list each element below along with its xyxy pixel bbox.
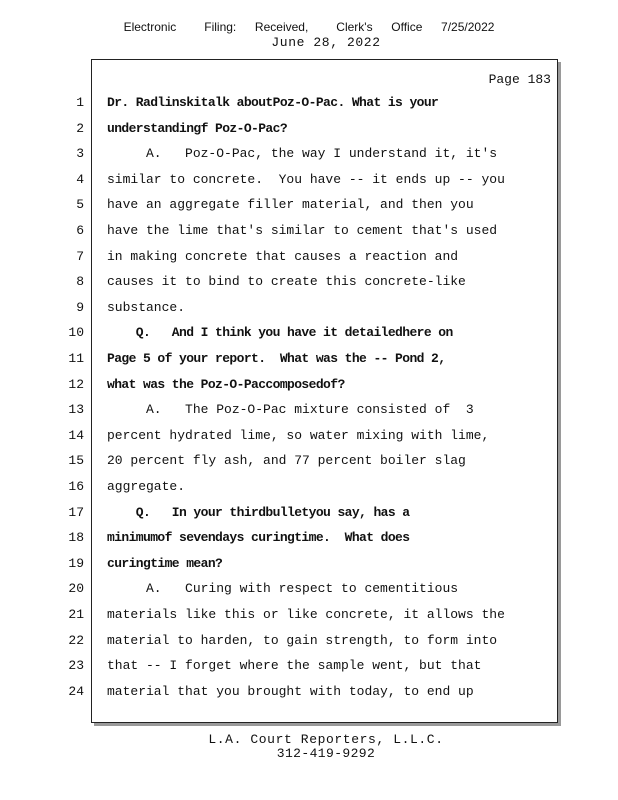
question-line-text: Q. In your thirdbulletyou say, has a xyxy=(107,505,410,520)
filing-stamp: Electronic Filing: Received, Clerk's Office 7/25/2022 xyxy=(123,20,495,34)
line-number: 20 xyxy=(68,581,84,596)
line-number: 7 xyxy=(76,249,84,264)
answer-line-text: have the lime that's similar to cement that's used xyxy=(107,223,498,238)
line-number: 1 xyxy=(76,95,84,110)
question-line-text: Q. And I think you have it detailedhere on xyxy=(107,325,453,340)
answer-line-text: materials like this or like concrete, it allows the xyxy=(107,607,505,622)
line-number: 3 xyxy=(76,146,84,161)
line-number: 21 xyxy=(68,607,84,622)
line-number: 22 xyxy=(68,633,84,648)
page-number: Page 183 xyxy=(488,72,551,87)
line-number: 23 xyxy=(68,658,84,673)
answer-line-text: material that you brought with today, to end up xyxy=(107,684,474,699)
answer-line-text: A. The Poz-O-Pac mixture consisted of 3 xyxy=(107,402,474,417)
line-number: 24 xyxy=(68,684,84,699)
line-number: 2 xyxy=(76,121,84,136)
line-number: 9 xyxy=(76,300,84,315)
answer-line-text: A. Poz-O-Pac, the way I understand it, it's xyxy=(107,146,498,161)
answer-line-text: material to harden, to gain strength, to form into xyxy=(107,633,498,648)
line-number: 14 xyxy=(68,428,84,443)
line-number: 16 xyxy=(68,479,84,494)
answer-line-text: similar to concrete. You have -- it ends up -- you xyxy=(107,172,505,187)
answer-line-text: percent hydrated lime, so water mixing with lime, xyxy=(107,428,490,443)
question-line-text: Page 5 of your report. What was the -- Pond 2, xyxy=(107,351,446,366)
line-number: 5 xyxy=(76,197,84,212)
line-number: 12 xyxy=(68,377,84,392)
question-line-text: curingtime mean? xyxy=(107,556,223,571)
line-number: 10 xyxy=(68,325,84,340)
court-reporter-name: L.A. Court Reporters, L.L.C. xyxy=(208,732,444,747)
line-number: 13 xyxy=(68,402,84,417)
line-number: 17 xyxy=(68,505,84,520)
line-number: 11 xyxy=(68,351,84,366)
answer-line-text: 20 percent fly ash, and 77 percent boiler slag xyxy=(107,453,466,468)
answer-line-text: causes it to bind to create this concrete-like xyxy=(107,274,466,289)
line-number: 18 xyxy=(68,530,84,545)
question-line-text: understandingf Poz-O-Pac? xyxy=(107,121,288,136)
question-line-text: what was the Poz-O-Paccomposedof? xyxy=(107,377,345,392)
line-number: 8 xyxy=(76,274,84,289)
line-number: 6 xyxy=(76,223,84,238)
question-line-text: minimumof sevendays curingtime. What does xyxy=(107,530,410,545)
answer-line-text: A. Curing with respect to cementitious xyxy=(107,581,459,596)
deposition-date: June 28, 2022 xyxy=(271,35,381,50)
court-reporter-phone: 312-419-9292 xyxy=(276,746,376,761)
answer-line-text: have an aggregate filler material, and then you xyxy=(107,197,474,212)
answer-line-text: that -- I forget where the sample went, but that xyxy=(107,658,482,673)
answer-line-text: aggregate. xyxy=(107,479,186,494)
line-number: 19 xyxy=(68,556,84,571)
line-number: 15 xyxy=(68,453,84,468)
answer-line-text: substance. xyxy=(107,300,186,315)
answer-line-text: in making concrete that causes a reaction and xyxy=(107,249,459,264)
question-line-text: Dr. Radlinskitalk aboutPoz-O-Pac. What is your xyxy=(107,95,439,110)
line-number: 4 xyxy=(76,172,84,187)
